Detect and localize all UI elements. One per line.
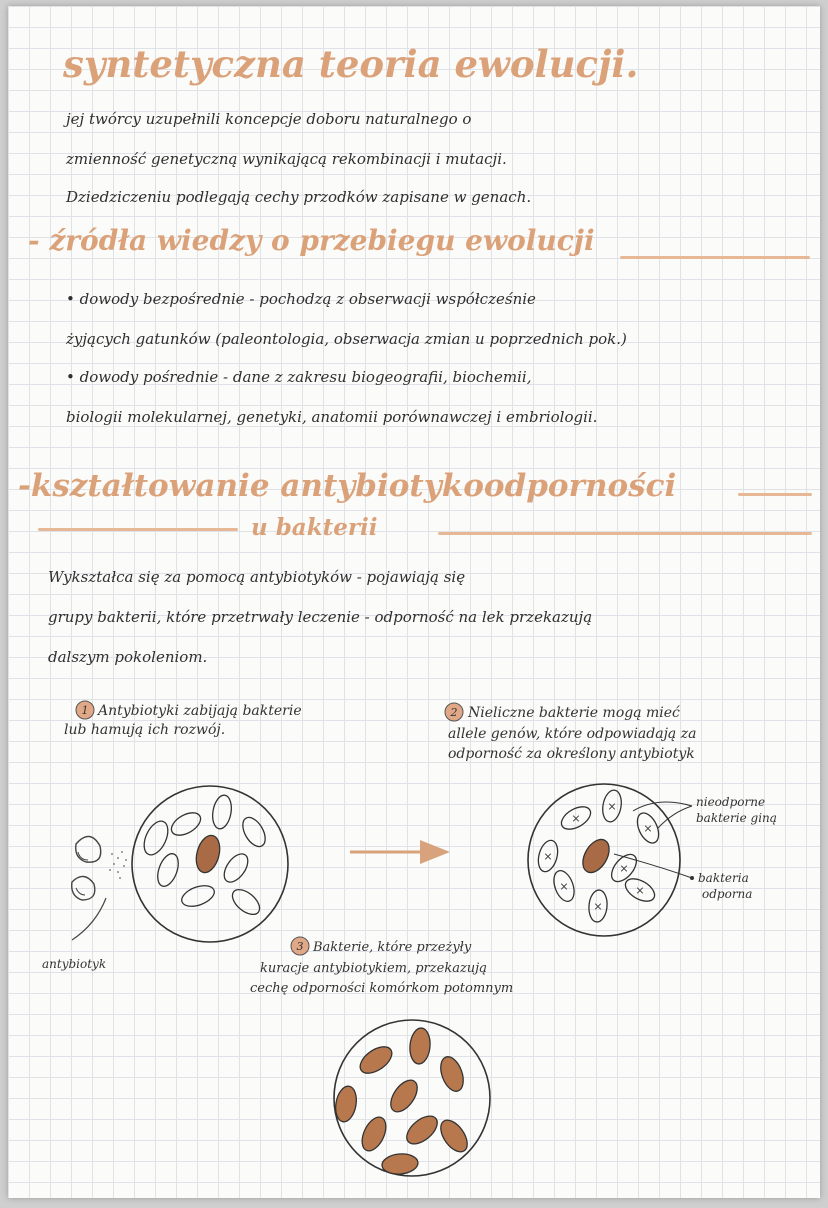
resistant-bacterium <box>356 1041 397 1078</box>
resistant-bacterium <box>385 1076 422 1117</box>
section1-line-1: jej twórcy uzupełnili koncepcje doboru naturalnego o <box>66 110 472 128</box>
step2-line-1: Nieliczne bakterie mogą mieć <box>468 705 680 721</box>
antibiotic-label: antybiotyk <box>42 957 107 971</box>
resistant-bacterium <box>408 1027 431 1065</box>
bacterium <box>179 882 217 911</box>
antibiotic-drop-1 <box>76 836 101 862</box>
section2-line-2: żyjących gatunków (paleontologia, obserwacja zmian u poprzednich pok.) <box>66 330 627 348</box>
section3-line-3: dalszym pokoleniom. <box>48 648 208 666</box>
resistant-bacterium <box>436 1054 467 1095</box>
step1-number: 1 <box>81 704 89 717</box>
svg-text:×: × <box>635 884 645 897</box>
bacterium <box>210 794 234 831</box>
section3-line-2: grupy bakterii, które przetrwały leczenie - odporność na lek przekazują <box>48 608 593 626</box>
step3-line-3: cechę odporności komórkom potomnym <box>250 981 514 996</box>
bacterium <box>238 814 270 851</box>
svg-text:×: × <box>571 812 581 825</box>
svg-text:×: × <box>593 900 603 913</box>
step3-caption <box>250 937 513 996</box>
svg-text:×: × <box>607 800 617 813</box>
svg-text:×: × <box>543 850 553 863</box>
section3-title: -kształtowanie antybiotykoodporności <box>18 468 677 504</box>
label-resistant-line-1: bakteria <box>698 871 749 885</box>
bacterium <box>219 850 252 887</box>
antibiotic-drops <box>72 836 127 940</box>
svg-text:×: × <box>559 880 569 893</box>
dying-pointer-line-1 <box>658 806 692 828</box>
section1-line-2: zmienność genetyczną wynikającą rekombinacji i mutacji. <box>66 150 507 168</box>
svg-text:×: × <box>619 862 629 875</box>
svg-text:×: × <box>643 822 653 835</box>
section2-line-4: biologii molekularnej, genetyki, anatomii porównawczej i embriologii. <box>66 408 598 426</box>
petri-dish-2 <box>528 784 694 936</box>
step2-caption <box>445 703 696 762</box>
label-resistant-line-2: odporna <box>702 887 753 901</box>
notebook-page <box>8 6 820 1198</box>
step1-line-2: lub hamują ich rozwój. <box>64 722 226 738</box>
antibiotic-drop-2-shine <box>76 888 85 895</box>
step3-line-1: Bakterie, które przeżyły <box>313 940 472 955</box>
bacterium <box>168 808 205 840</box>
antibiotic-spray-dots <box>109 851 127 879</box>
step2-number: 2 <box>450 706 458 719</box>
resistant-bacterium <box>381 1152 419 1175</box>
section2-title: - źródła wiedzy o przebiegu ewolucji <box>28 224 595 257</box>
step1-line-1: Antybiotyki zabijają bakterie <box>98 703 302 719</box>
antibiotic-pointer-line <box>72 898 106 940</box>
label-dying-line-2: bakterie giną <box>696 811 777 825</box>
antibiotic-drop-2 <box>72 876 95 900</box>
step3-line-2: kuracje antybiotykiem, przekazują <box>260 961 487 976</box>
section2-line-1: • dowody bezpośrednie - pochodzą z obserwacji współcześnie <box>66 290 536 308</box>
step2-line-3: odporność za określony antybiotyk <box>448 746 695 762</box>
resistant-pointer-dot <box>690 876 694 880</box>
section1-line-3: Dziedziczeniu podlegają cechy przodków zapisane w genach. <box>66 188 532 206</box>
label-dying-line-1: nieodporne <box>696 795 766 809</box>
resistant-bacterium <box>435 1116 472 1157</box>
section3-subtitle: u bakterii <box>251 514 378 541</box>
resistant-bacterium <box>577 835 614 877</box>
petri-dish-3 <box>333 1020 490 1176</box>
bacterium <box>228 885 264 919</box>
resistant-bacterium <box>357 1113 390 1154</box>
antibiotic-resistance-diagram <box>8 6 820 1198</box>
bacterium <box>154 851 183 889</box>
resistant-bacterium <box>402 1111 442 1149</box>
section2-line-3: • dowody pośrednie - dane z zakresu biogeografii, biochemii, <box>66 368 532 386</box>
step1-caption <box>64 701 302 738</box>
section3-line-1: Wykształca się za pomocą antybiotyków - pojawiają się <box>48 568 466 586</box>
bacterium <box>139 817 172 858</box>
section1-title: syntetyczna teoria ewolucji. <box>63 42 639 86</box>
petri-dish-1 <box>132 786 288 942</box>
step2-line-2: allele genów, które odpowiadają za <box>448 726 697 742</box>
resistant-bacterium <box>192 833 223 875</box>
step3-number: 3 <box>296 940 304 953</box>
